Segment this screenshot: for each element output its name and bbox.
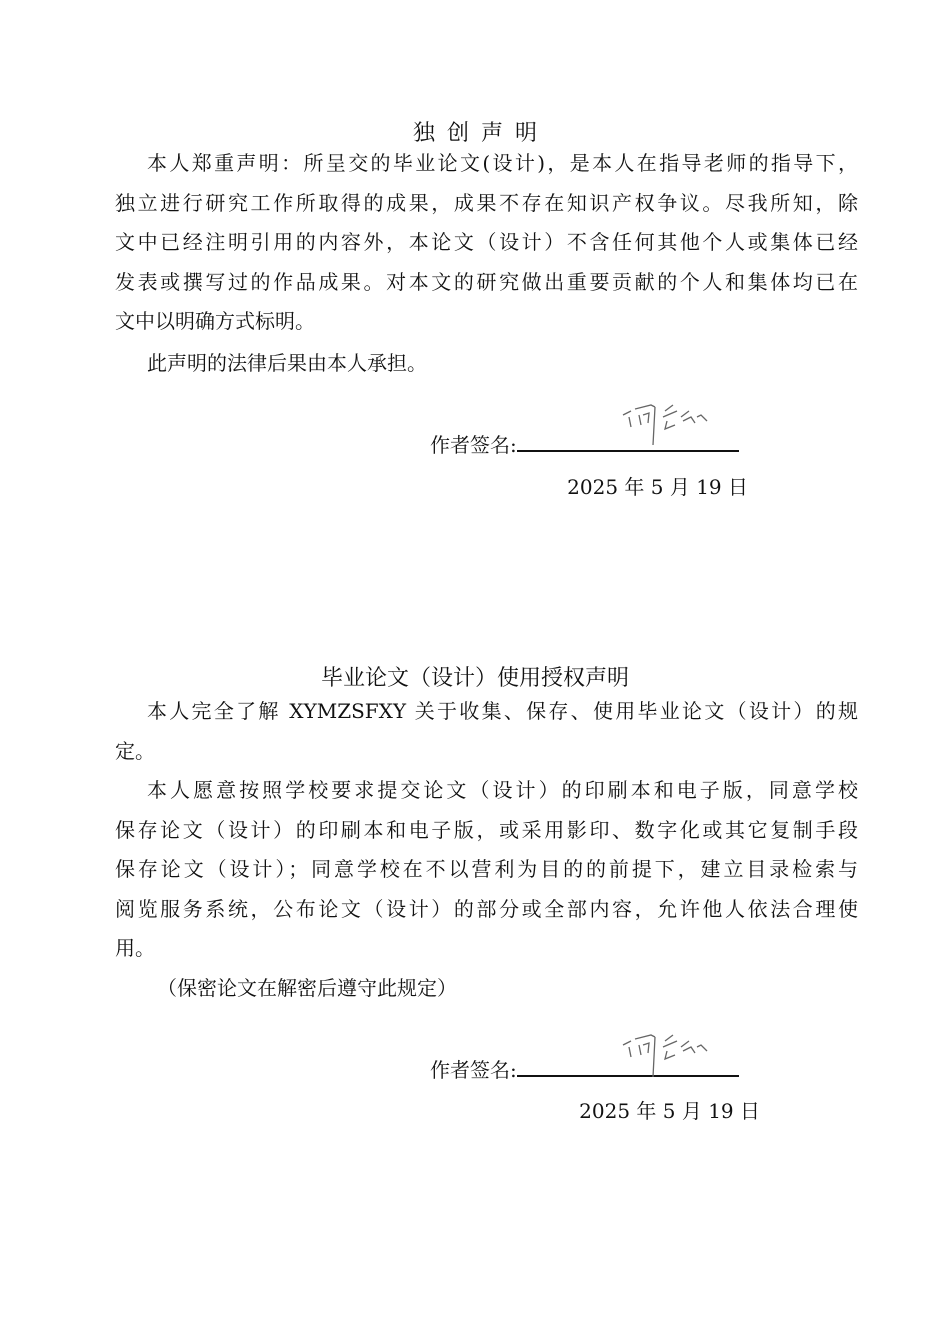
text-line: 发表或撰写过的作品成果。对本文的研究做出重要贡献的个人和集体均已在 [115,269,858,294]
handwritten-signature [615,395,715,450]
text-line: 本人愿意按照学校要求提交论文（设计）的印刷本和电子版，同意学校 [147,778,858,802]
sign-label: 作者签名: [430,1058,517,1082]
text-line: 保存论文（设计）；同意学校在不以营利为目的的前提下，建立目录检索与 [115,857,858,881]
declaration-body [115,144,858,383]
sign-label: 作者签名: [430,433,517,457]
authorization-date: 2025 年 5 月 19 日 [579,1099,760,1123]
handwritten-signature [615,1025,715,1080]
declaration-date: 2025 年 5 月 19 日 [567,475,748,499]
declaration-title: 独创声明 [412,121,549,146]
text-line: 文中以明确方式标明。 [115,309,315,333]
text-line: 用。 [115,936,155,960]
authorization-body [115,692,858,1008]
text-line: 保存论文（设计）的印刷本和电子版，或采用影印、数字化或其它复制手段 [115,817,858,842]
text-line: 本人郑重声明：所呈交的毕业论文(设计)，是本人在指导老师的指导下， [147,151,858,175]
text-line: 独立进行研究工作所取得的成果，成果不存在知识产权争议。尽我所知，除 [115,190,858,215]
text-line: 定。 [115,738,155,763]
authorization-title: 毕业论文（设计）使用授权声明 [320,666,629,691]
text-line: 文中已经注明引用的内容外，本论文（设计）不含任何其他个人或集体已经 [115,230,858,254]
text-line: 本人完全了解 XYMZSFXY 关于收集、保存、使用毕业论文（设计）的规 [147,699,858,723]
text-line: 阅览服务系统，公布论文（设计）的部分或全部内容，允许他人依法合理使 [115,896,858,921]
confidential-note: （保密论文在解密后遵守此规定） [157,975,457,1000]
text-line: 此声明的法律后果由本人承担。 [147,350,427,375]
